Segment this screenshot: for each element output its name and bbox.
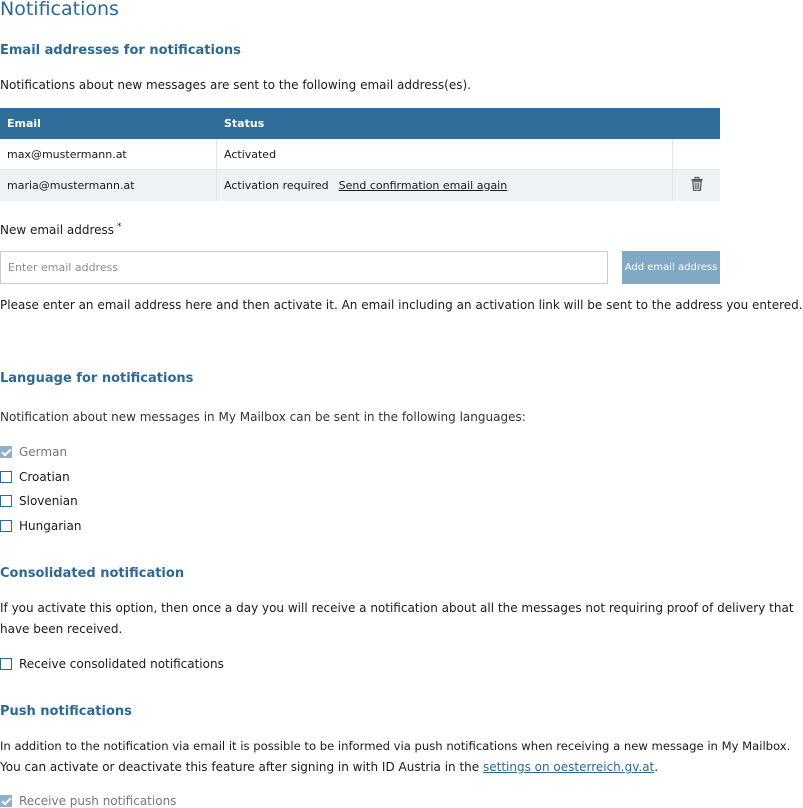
checkbox-label: Hungarian (19, 519, 82, 533)
action-cell (673, 139, 720, 170)
checkbox-croatian[interactable] (0, 471, 12, 483)
new-email-label-text: New email address (0, 223, 115, 237)
push-text-line1: In addition to the notification via email it is possible to be informed via push notifications when receiving a new message in My Mailbox. (0, 739, 791, 753)
table-row (0, 139, 720, 170)
language-option-slovenian (0, 494, 78, 508)
add-email-button[interactable]: Add email address (622, 251, 720, 284)
consolidated-text-line2: have been received. (0, 622, 123, 636)
language-option-croatian (0, 470, 70, 484)
email-help-text: Please enter an email address here and then activate it. An email including an activation link will be sent to the address you entered. (0, 298, 803, 312)
email-input[interactable] (0, 251, 608, 284)
email-section-intro: Notifications about new messages are sent to the following email address(es). (0, 78, 471, 92)
status-cell: Activated (217, 139, 673, 170)
column-header-status: Status (224, 117, 265, 130)
push-text-prefix: You can activate or deactivate this feature after signing in with ID Austria in the (0, 760, 483, 774)
checkbox-label: Slovenian (19, 494, 78, 508)
action-cell (673, 170, 720, 201)
email-table (0, 108, 720, 201)
push-option (0, 794, 176, 808)
checkbox-label: German (19, 445, 68, 459)
consolidated-text-line1: If you activate this option, then once a day you will receive a notification about all the messages not requiring proof of delivery that (0, 601, 794, 615)
checkbox-push[interactable] (0, 795, 12, 807)
language-section-heading: Language for notifications (0, 371, 194, 386)
column-header-email: Email (7, 117, 41, 130)
checkbox-label: Receive push notifications (19, 794, 177, 808)
trash-icon[interactable] (691, 177, 703, 194)
status-cell (217, 170, 673, 201)
checkbox-label: Croatian (19, 470, 70, 484)
push-text-suffix: . (654, 760, 659, 774)
required-marker: * (117, 222, 122, 232)
push-text-line2 (0, 760, 658, 774)
checkbox-slovenian[interactable] (0, 495, 12, 507)
resend-confirmation-link[interactable]: Send confirmation email again (338, 179, 508, 192)
checkbox-german[interactable] (0, 446, 12, 458)
settings-link[interactable]: settings on oesterreich.gv.at (482, 760, 655, 774)
email-cell: max@mustermann.at (0, 139, 217, 170)
language-option-german (0, 445, 67, 459)
email-cell: maria@mustermann.at (0, 170, 217, 201)
checkbox-hungarian[interactable] (0, 520, 12, 532)
language-option-hungarian (0, 519, 81, 533)
new-email-label (0, 222, 122, 237)
email-table-header (0, 108, 720, 139)
email-section-heading: Email addresses for notifications (0, 43, 241, 58)
consolidated-section-heading: Consolidated notification (0, 566, 185, 581)
consolidated-option (0, 657, 224, 671)
language-section-intro: Notification about new messages in My Mailbox can be sent in the following languages: (0, 410, 526, 424)
table-row (0, 170, 720, 201)
status-text: Activation required (224, 179, 329, 192)
checkbox-consolidated[interactable] (0, 658, 12, 670)
checkbox-label: Receive consolidated notifications (19, 657, 224, 671)
push-section-heading: Push notifications (0, 704, 132, 719)
page-title: Notifications (0, 0, 119, 20)
